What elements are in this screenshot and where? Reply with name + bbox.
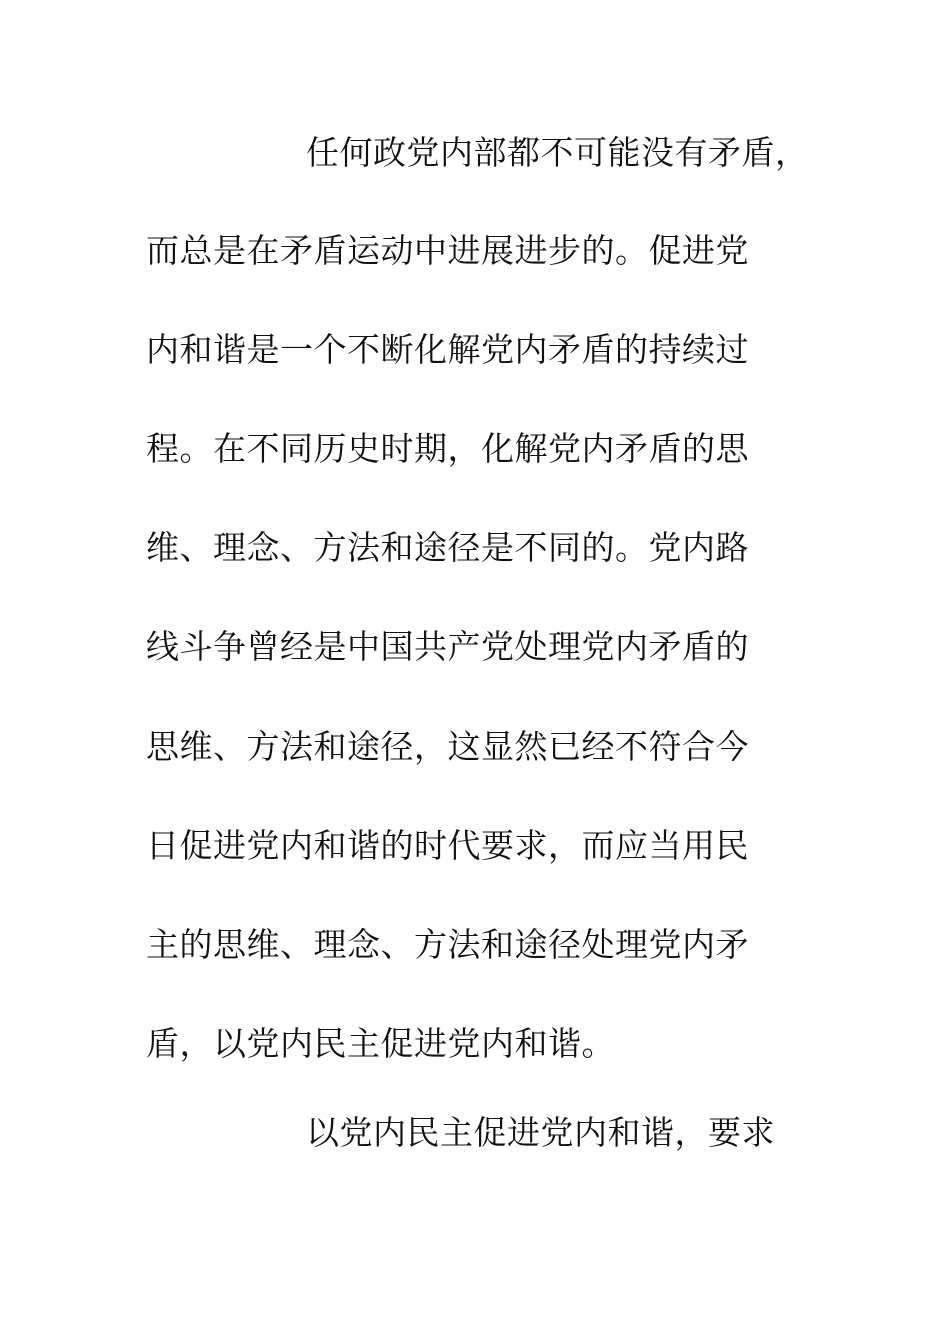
paragraph-1-line-7: 思维、方法和途径，这显然已经不符合今	[146, 727, 749, 766]
paragraph-1-line-9: 主的思维、理念、方法和途径处理党内矛	[146, 925, 749, 964]
paragraph-1-line-5: 维、理念、方法和途径是不同的。党内路	[146, 528, 749, 567]
paragraph-1-line-10: 盾，以党内民主促进党内和谐。	[146, 1024, 615, 1063]
paragraph-1-line-8: 日促进党内和谐的时代要求，而应当用民	[146, 826, 749, 865]
paragraph-1-line-1: 任何政党内部都不可能没有矛盾，	[306, 133, 809, 172]
paragraph-2-line-1: 以党内民主促进党内和谐，要求	[306, 1113, 775, 1152]
paragraph-1-line-2: 而总是在矛盾运动中进展进步的。促进党	[146, 231, 749, 270]
paragraph-1-line-3: 内和谐是一个不断化解党内矛盾的持续过	[146, 330, 749, 369]
paragraph-1-line-6: 线斗争曾经是中国共产党处理党内矛盾的	[146, 627, 749, 666]
paragraph-1-line-4: 程。在不同历史时期，化解党内矛盾的思	[146, 429, 749, 468]
